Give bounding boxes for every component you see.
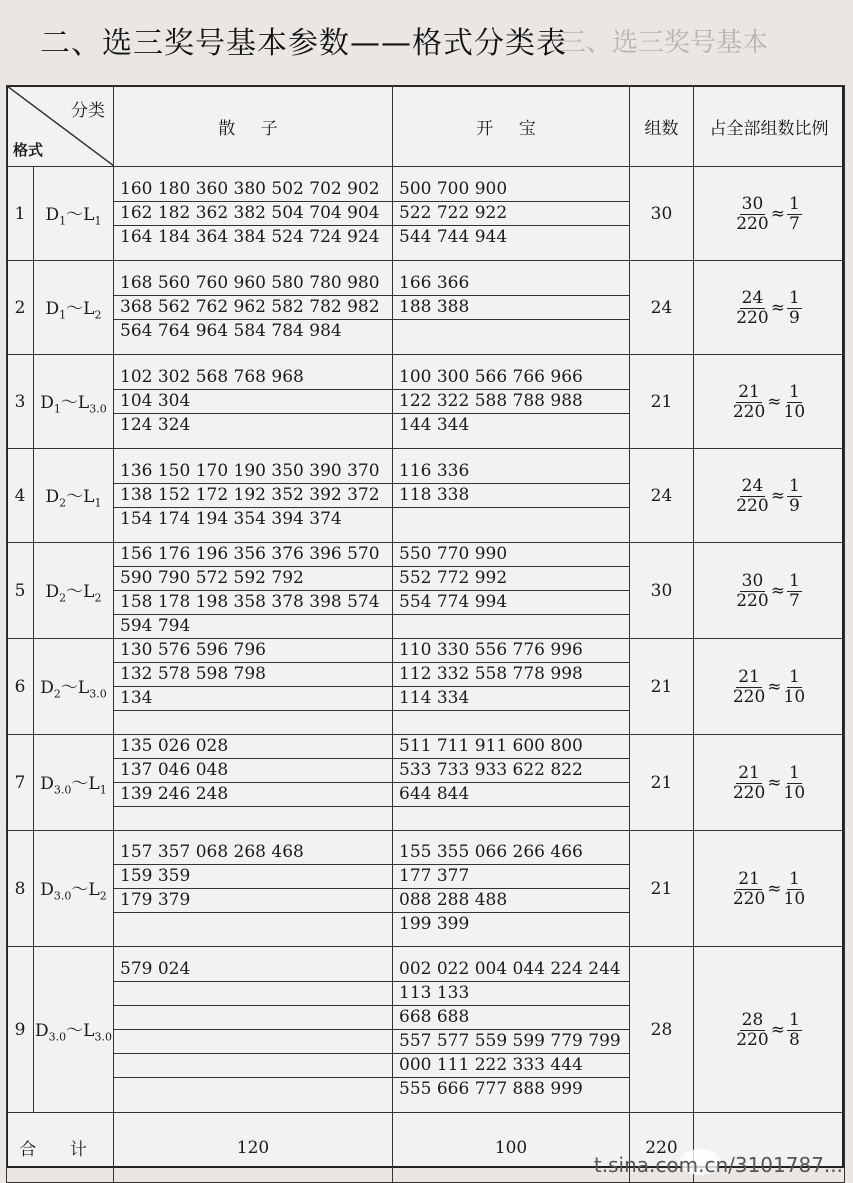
sanzi-line: 168 560 760 960 580 780 980 — [114, 272, 392, 296]
simplified-denominator: 10 — [783, 401, 806, 422]
kaibao-line: 522 722 922 — [393, 202, 629, 226]
type-symbol-d: D — [35, 1020, 49, 1041]
simplified-numerator: 1 — [788, 1009, 800, 1030]
sanzi-line: 135 026 028 — [114, 735, 392, 759]
zushu-value: 30 — [630, 167, 694, 261]
sanzi-cell — [114, 261, 393, 355]
type-separator: ～ — [66, 1020, 84, 1041]
simplified-fraction — [787, 195, 802, 234]
type-subscript-l: 3.0 — [89, 687, 107, 701]
kaibao-line — [393, 508, 629, 531]
sanzi-line — [114, 1078, 392, 1101]
simplified-denominator: 9 — [788, 495, 800, 516]
kaibao-line: 113 133 — [393, 982, 629, 1006]
format-type — [34, 355, 114, 449]
ratio-cell — [694, 831, 845, 947]
kaibao-line: 199 399 — [399, 914, 470, 934]
kaibao-line: 116 336 — [393, 460, 629, 484]
kaibao-line — [393, 320, 629, 343]
kaibao-line — [393, 711, 629, 734]
sanzi-line: 138 152 172 192 352 392 372 — [114, 484, 392, 508]
row-index: 1 — [7, 167, 34, 261]
type-subscript-d: 3.0 — [53, 889, 72, 903]
zushu-value: 21 — [630, 639, 694, 735]
kaibao-cell — [393, 261, 630, 355]
type-subscript-l: 3.0 — [89, 402, 107, 416]
approx-symbol: ≈ — [767, 677, 782, 697]
ratio-numerator: 21 — [738, 762, 760, 783]
header-row — [7, 86, 845, 167]
kaibao-line: 500 700 900 — [393, 178, 629, 202]
sanzi-line: 368 562 762 962 582 782 982 — [114, 296, 392, 320]
simplified-numerator: 1 — [788, 287, 800, 308]
ratio-denominator: 220 — [736, 590, 769, 611]
sanzi-line: 590 790 572 592 792 — [114, 567, 392, 591]
sanzi-line — [114, 913, 392, 936]
type-subscript-l: 1 — [94, 214, 102, 228]
type-symbol-l: L — [83, 1020, 95, 1041]
approx-symbol: ≈ — [770, 486, 785, 506]
zushu-value: 30 — [630, 543, 694, 639]
diagonal-header-cell — [7, 86, 114, 167]
sanzi-line: 158 178 198 358 378 398 574 — [114, 591, 392, 615]
simplified-denominator: 10 — [783, 686, 806, 707]
kaibao-line: 533 733 933 622 822 — [393, 759, 629, 783]
diag-bottom-label: 格式 — [13, 141, 44, 159]
ratio-numerator: 28 — [741, 1009, 764, 1030]
sanzi-line: 160 180 360 380 502 702 902 — [114, 178, 392, 202]
simplified-numerator: 1 — [788, 475, 800, 496]
sanzi-line: 102 302 568 768 968 — [114, 366, 392, 390]
type-symbol-l: L — [83, 486, 95, 507]
format-type — [34, 735, 114, 831]
type-subscript-l: 2 — [99, 889, 107, 903]
simplified-fraction — [784, 668, 806, 707]
sanzi-line: 594 794 — [120, 616, 191, 636]
format-type — [34, 261, 114, 355]
simplified-numerator: 1 — [788, 666, 800, 687]
type-separator: ～ — [66, 581, 84, 602]
kaibao-line: 177 377 — [393, 865, 629, 889]
format-type — [34, 543, 114, 639]
ratio-denominator: 220 — [736, 495, 769, 516]
type-symbol-l: L — [83, 298, 95, 319]
ratio-fraction — [736, 477, 768, 516]
format-type — [34, 449, 114, 543]
ratio-denominator: 220 — [732, 401, 766, 422]
type-symbol-l: L — [83, 204, 95, 225]
type-separator: ～ — [60, 677, 78, 698]
col-header-ratio: 占全部组数比例 — [694, 86, 845, 167]
kaibao-line: 166 366 — [393, 272, 629, 296]
simplified-numerator: 1 — [788, 570, 800, 591]
kaibao-cell — [393, 355, 630, 449]
row-index: 7 — [7, 735, 34, 831]
sanzi-cell — [114, 735, 393, 831]
col-header-sanzi: 散 子 — [114, 86, 393, 167]
ratio-denominator: 220 — [736, 213, 769, 234]
total-label: 合 计 — [7, 1113, 114, 1183]
ratio-cell — [694, 735, 845, 831]
approx-symbol: ≈ — [770, 581, 785, 601]
sanzi-cell — [114, 355, 393, 449]
kaibao-line: 100 300 566 766 966 — [393, 366, 629, 390]
approx-symbol: ≈ — [767, 879, 782, 899]
table-row — [7, 947, 845, 1113]
kaibao-cell — [393, 735, 630, 831]
sanzi-line — [114, 1030, 392, 1054]
sanzi-line — [114, 1006, 392, 1030]
total-zushu: 220 — [630, 1113, 694, 1183]
format-type — [34, 167, 114, 261]
sanzi-line: 579 024 — [114, 958, 392, 982]
sanzi-line: 134 — [114, 687, 392, 711]
type-subscript-l: 1 — [94, 496, 102, 510]
type-symbol-l: L — [77, 677, 90, 698]
col-header-zushu: 组数 — [630, 86, 694, 167]
table-row — [7, 167, 845, 261]
approx-symbol: ≈ — [770, 1020, 785, 1040]
format-type — [34, 831, 114, 947]
ratio-cell — [694, 947, 845, 1113]
simplified-numerator: 1 — [788, 193, 800, 214]
kaibao-line: 552 772 992 — [393, 567, 629, 591]
format-type — [34, 639, 114, 735]
simplified-fraction — [787, 1011, 802, 1050]
ratio-denominator: 220 — [736, 307, 769, 328]
type-subscript-d: 2 — [53, 687, 61, 701]
simplified-fraction — [787, 572, 802, 611]
type-subscript-l: 2 — [94, 591, 102, 605]
sanzi-cell — [114, 947, 393, 1113]
simplified-fraction — [784, 383, 806, 422]
type-symbol-d: D — [40, 773, 54, 794]
ratio-fraction — [736, 289, 768, 328]
sanzi-cell — [114, 543, 393, 639]
kaibao-line — [393, 807, 629, 830]
ratio-cell — [694, 355, 845, 449]
row-index: 5 — [7, 543, 34, 639]
type-subscript-l: 1 — [99, 783, 107, 797]
kaibao-line: 155 355 066 266 466 — [393, 841, 629, 865]
kaibao-cell — [393, 449, 630, 543]
type-symbol-d: D — [45, 298, 60, 319]
type-symbol-d: D — [45, 486, 60, 507]
type-symbol-l: L — [88, 879, 100, 900]
ratio-denominator: 220 — [732, 686, 766, 707]
sanzi-cell — [114, 831, 393, 947]
sanzi-line: 156 176 196 356 376 396 570 — [114, 543, 392, 567]
sanzi-line: 159 359 — [114, 865, 392, 889]
diag-top-label: 分类 — [71, 101, 105, 121]
type-subscript-l: 2 — [94, 308, 102, 322]
kaibao-line — [393, 615, 629, 638]
simplified-fraction — [787, 477, 802, 516]
kaibao-line: 544 744 944 — [399, 227, 508, 247]
row-index: 6 — [7, 639, 34, 735]
approx-symbol: ≈ — [767, 773, 782, 793]
simplified-denominator: 9 — [788, 307, 800, 328]
total-sanzi: 120 — [114, 1113, 393, 1183]
kaibao-line: 557 577 559 599 779 799 — [393, 1030, 629, 1054]
kaibao-line: 112 332 558 778 998 — [393, 663, 629, 687]
kaibao-line: 002 022 004 044 224 244 — [393, 958, 629, 982]
type-subscript-l: 3.0 — [94, 1030, 112, 1044]
sanzi-cell — [114, 449, 393, 543]
sanzi-cell — [114, 639, 393, 735]
row-index: 8 — [7, 831, 34, 947]
type-symbol-d: D — [40, 879, 54, 900]
page-title: 二、选三奖号基本参数——格式分类表 — [40, 26, 567, 61]
kaibao-cell — [393, 947, 630, 1113]
type-subscript-d: 2 — [59, 496, 67, 510]
watermark: t.sina.com.cn/3101787... — [593, 1153, 843, 1177]
kaibao-line: 110 330 556 776 996 — [393, 639, 629, 663]
sanzi-line — [114, 982, 392, 1006]
ratio-denominator: 220 — [732, 782, 766, 803]
sanzi-line: 162 182 362 382 504 704 904 — [114, 202, 392, 226]
table-row — [7, 355, 845, 449]
table-row — [7, 449, 845, 543]
approx-symbol: ≈ — [770, 298, 785, 318]
kaibao-line: 118 338 — [393, 484, 629, 508]
classification-table — [6, 85, 845, 1183]
sanzi-line: 136 150 170 190 350 390 370 — [114, 460, 392, 484]
table-row — [7, 543, 845, 639]
ratio-fraction — [733, 764, 765, 803]
sanzi-line: 130 576 596 796 — [114, 639, 392, 663]
kaibao-cell — [393, 639, 630, 735]
approx-symbol: ≈ — [770, 204, 785, 224]
simplified-fraction — [787, 289, 802, 328]
ratio-fraction — [736, 1011, 768, 1050]
ratio-cell — [694, 261, 845, 355]
zushu-value: 21 — [630, 355, 694, 449]
format-type — [34, 947, 114, 1113]
table-row — [7, 831, 845, 947]
sanzi-line: 139 246 248 — [114, 783, 392, 807]
sanzi-line: 104 304 — [114, 390, 392, 414]
row-index: 3 — [7, 355, 34, 449]
sanzi-line — [114, 807, 392, 830]
kaibao-line: 644 844 — [393, 783, 629, 807]
kaibao-line: 188 388 — [393, 296, 629, 320]
ratio-numerator: 21 — [738, 381, 760, 402]
type-separator: ～ — [66, 486, 84, 507]
kaibao-line: 144 344 — [399, 415, 470, 435]
ratio-cell — [694, 167, 845, 261]
simplified-denominator: 7 — [788, 590, 800, 611]
type-subscript-d: 2 — [59, 591, 67, 605]
kaibao-line: 554 774 994 — [393, 591, 629, 615]
sanzi-cell — [114, 167, 393, 261]
type-subscript-d: 3.0 — [48, 1030, 67, 1044]
ratio-denominator: 220 — [732, 888, 766, 909]
ratio-fraction — [733, 870, 765, 909]
ratio-cell — [694, 639, 845, 735]
zushu-value: 21 — [630, 831, 694, 947]
ratio-numerator: 30 — [741, 193, 764, 214]
sanzi-line: 157 357 068 268 468 — [114, 841, 392, 865]
type-separator: ～ — [71, 879, 89, 900]
sanzi-line — [114, 1054, 392, 1078]
ratio-numerator: 24 — [741, 287, 764, 308]
zushu-value: 28 — [630, 947, 694, 1113]
kaibao-line: 088 288 488 — [393, 889, 629, 913]
zushu-value: 24 — [630, 449, 694, 543]
type-separator: ～ — [66, 298, 84, 319]
simplified-fraction — [784, 764, 806, 803]
type-symbol-d: D — [45, 204, 60, 225]
type-symbol-d: D — [40, 677, 54, 698]
kaibao-line: 000 111 222 333 444 — [393, 1054, 629, 1078]
sanzi-line: 154 174 194 354 394 374 — [120, 509, 342, 529]
kaibao-line: 122 322 588 788 988 — [393, 390, 629, 414]
sanzi-line: 124 324 — [120, 415, 191, 435]
ratio-fraction — [733, 668, 765, 707]
kaibao-line: 511 711 911 600 800 — [393, 735, 629, 759]
kaibao-cell — [393, 543, 630, 639]
type-subscript-d: 1 — [59, 308, 67, 322]
type-separator: ～ — [71, 773, 89, 794]
ratio-numerator: 30 — [741, 570, 764, 591]
col-header-kaibao: 开 宝 — [393, 86, 630, 167]
simplified-numerator: 1 — [788, 762, 800, 783]
ratio-fraction — [736, 195, 768, 234]
ratio-cell — [694, 543, 845, 639]
type-symbol-d: D — [40, 392, 54, 413]
simplified-numerator: 1 — [788, 868, 800, 889]
simplified-numerator: 1 — [788, 381, 800, 402]
simplified-fraction — [784, 870, 806, 909]
type-separator: ～ — [60, 392, 78, 413]
ratio-fraction — [736, 572, 768, 611]
type-symbol-l: L — [88, 773, 100, 794]
approx-symbol: ≈ — [767, 392, 782, 412]
ratio-numerator: 21 — [738, 868, 760, 889]
kaibao-cell — [393, 167, 630, 261]
sanzi-line — [114, 711, 392, 734]
sanzi-line: 179 379 — [114, 889, 392, 913]
row-index: 4 — [7, 449, 34, 543]
table-row — [7, 735, 845, 831]
type-symbol-l: L — [77, 392, 90, 413]
kaibao-line: 114 334 — [393, 687, 629, 711]
ratio-numerator: 21 — [738, 666, 760, 687]
kaibao-line: 668 688 — [393, 1006, 629, 1030]
simplified-denominator: 10 — [783, 782, 806, 803]
kaibao-line: 555 666 777 888 999 — [399, 1079, 583, 1099]
ratio-fraction — [733, 383, 765, 422]
zushu-value: 24 — [630, 261, 694, 355]
kaibao-cell — [393, 831, 630, 947]
sanzi-line: 164 184 364 384 524 724 924 — [120, 227, 380, 247]
simplified-denominator: 10 — [783, 888, 806, 909]
row-index: 2 — [7, 261, 34, 355]
sanzi-line: 137 046 048 — [114, 759, 392, 783]
table-row — [7, 261, 845, 355]
simplified-denominator: 8 — [788, 1029, 800, 1050]
type-subscript-d: 3.0 — [53, 783, 72, 797]
kaibao-line: 550 770 990 — [393, 543, 629, 567]
sanzi-line: 564 764 964 584 784 984 — [120, 321, 342, 341]
row-index: 9 — [7, 947, 34, 1113]
ratio-numerator: 24 — [741, 475, 764, 496]
type-subscript-d: 1 — [53, 402, 61, 416]
table-row — [7, 639, 845, 735]
sanzi-line: 132 578 598 798 — [114, 663, 392, 687]
total-kaibao: 100 — [393, 1113, 630, 1183]
bleed-through-text: 三、选三奖号基本 — [560, 28, 769, 58]
type-symbol-d: D — [45, 581, 60, 602]
type-symbol-l: L — [83, 581, 95, 602]
simplified-denominator: 7 — [788, 213, 800, 234]
type-subscript-d: 1 — [59, 214, 67, 228]
ratio-denominator: 220 — [736, 1029, 769, 1050]
type-separator: ～ — [66, 204, 84, 225]
ratio-cell — [694, 449, 845, 543]
zushu-value: 21 — [630, 735, 694, 831]
